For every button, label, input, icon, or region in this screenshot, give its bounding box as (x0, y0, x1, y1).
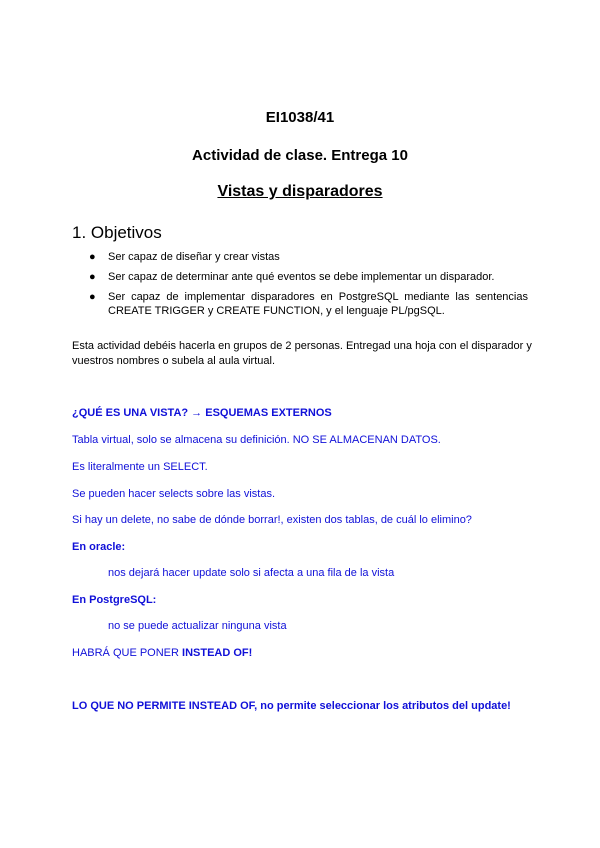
notes-heading: ¿QUÉ ES UNA VISTA? → ESQUEMAS EXTERNOS (72, 407, 332, 419)
objective-item (72, 250, 528, 264)
objective-text: Ser capaz de determinar ante qué eventos se debe implementar un disparador. (108, 271, 495, 283)
instead-of-strong: INSTEAD OF! (182, 647, 253, 659)
oracle-label: En oracle: (72, 541, 126, 553)
instead-of-prefix: HABRÁ QUE PONER (72, 647, 183, 659)
objective-item (72, 270, 528, 284)
note-line: Tabla virtual, solo se almacena su definición. NO SE ALMACENAN DATOS. (72, 434, 441, 446)
objective-text: Ser capaz de implementar disparadores en PostgreSQL mediante las sentencias CREATE TRIGGER y CREATE FUNCTION, y el lenguaje PL/pgSQL. (108, 291, 528, 317)
activity-title: Actividad de clase. Entrega 10 (192, 147, 408, 164)
note-line: Es literalmente un SELECT. (72, 461, 208, 473)
objective-text: Ser capaz de diseñar y crear vistas (108, 251, 280, 263)
intro-paragraph: Esta actividad debéis hacerla en grupos de 2 personas. Entregad una hoja con el disparador y vuestros nombres o subela al aula virtual. (72, 340, 532, 367)
oracle-text: nos dejará hacer update solo si afecta a una fila de la vista (108, 567, 395, 579)
postgres-text: no se puede actualizar ninguna vista (108, 620, 287, 632)
final-note: LO QUE NO PERMITE INSTEAD OF, no permite seleccionar los atributos del update! (72, 700, 511, 712)
bullet-icon: ● (89, 271, 96, 283)
objective-item (72, 290, 528, 318)
note-line: Si hay un delete, no sabe de dónde borrar!, existen dos tablas, de cuál lo elimino? (72, 514, 472, 526)
instead-of-note (72, 646, 252, 660)
bullet-icon: ● (89, 251, 96, 263)
document-title: Vistas y disparadores (217, 183, 383, 200)
note-line: Se pueden hacer selects sobre las vistas. (72, 488, 276, 500)
bullet-icon: ● (89, 291, 96, 303)
objectives-list (72, 250, 528, 324)
postgres-label: En PostgreSQL: (72, 594, 157, 606)
course-code: EI1038/41 (265, 109, 335, 126)
section-heading-objetivos: 1. Objetivos (72, 223, 162, 242)
